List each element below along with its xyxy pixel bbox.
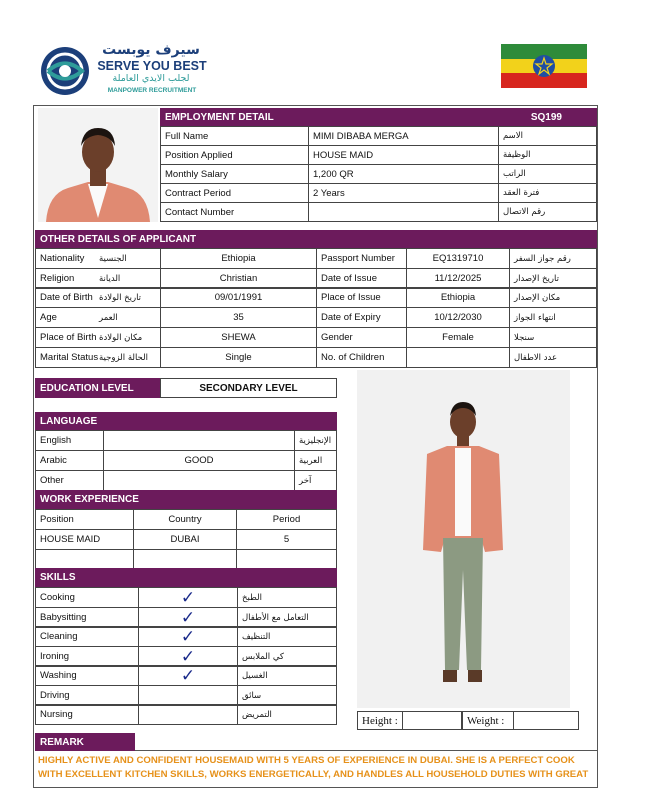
checkmark-icon: ✓ bbox=[180, 666, 196, 685]
employment-detail-header bbox=[160, 108, 597, 126]
language-level: GOOD bbox=[103, 450, 295, 471]
skill-label-arabic: التمريض bbox=[237, 704, 337, 725]
skill-label: Cleaning bbox=[35, 626, 139, 647]
other-left-label: Marital Status bbox=[35, 347, 161, 368]
education-header bbox=[35, 378, 160, 398]
other-right-value bbox=[406, 347, 510, 368]
skill-check-cell bbox=[138, 587, 238, 608]
weight-value bbox=[513, 711, 579, 730]
other-right-label: Place of Issue bbox=[316, 287, 407, 308]
employment-label-arabic: الاسم bbox=[498, 126, 597, 146]
skill-label: Washing bbox=[35, 665, 139, 686]
weight-label: Weight : bbox=[462, 711, 514, 730]
other-right-label-arabic: سنجلا bbox=[509, 327, 597, 348]
other-right-label: Date of Issue bbox=[316, 268, 407, 289]
employment-label-arabic: فترة العقد bbox=[498, 183, 597, 203]
logo-subtext-arabic: لجلب الايدي العاملة bbox=[112, 73, 190, 84]
language-level bbox=[103, 430, 295, 451]
skill-check-cell bbox=[138, 685, 238, 706]
language-label: Other bbox=[35, 470, 104, 491]
language-label: English bbox=[35, 430, 104, 451]
company-logo bbox=[38, 42, 208, 100]
other-right-value: 11/12/2025 bbox=[406, 268, 510, 289]
skill-label-arabic: الطبخ bbox=[237, 587, 337, 608]
skill-check-cell bbox=[138, 704, 238, 725]
applicant-full-body-photo bbox=[357, 370, 570, 708]
skill-label: Cooking bbox=[35, 587, 139, 608]
remark-text-line-1: HIGHLY ACTIVE AND CONFIDENT HOUSEMAID WITH 5 YEARS OF EXPERIENCE IN DUBAI. SHE IS A PERFECT COOK bbox=[38, 755, 575, 766]
other-left-label: Nationality bbox=[35, 248, 161, 269]
other-right-value: 10/12/2030 bbox=[406, 307, 510, 328]
language-label-arabic: الإنجليزية bbox=[294, 430, 337, 451]
other-right-label: Gender bbox=[316, 327, 407, 348]
language-label-arabic: آخر bbox=[294, 470, 337, 491]
language-title: LANGUAGE bbox=[40, 415, 98, 427]
ethiopia-flag-icon bbox=[501, 44, 587, 88]
other-right-label: No. of Children bbox=[316, 347, 407, 368]
other-right-value: EQ1319710 bbox=[406, 248, 510, 269]
logo-text-english: SERVE YOU BEST bbox=[97, 59, 207, 73]
logo-subtext-english: MANPOWER RECRUITMENT bbox=[107, 87, 197, 94]
other-left-label: Religion bbox=[35, 268, 161, 289]
employment-detail-title: EMPLOYMENT DETAIL bbox=[165, 111, 274, 123]
employment-value bbox=[308, 202, 499, 222]
language-label: Arabic bbox=[35, 450, 104, 471]
work-position-cell bbox=[35, 549, 134, 570]
skill-label: Driving bbox=[35, 685, 139, 706]
employment-label: Contact Number bbox=[160, 202, 309, 222]
employment-label-arabic: الوظيفة bbox=[498, 145, 597, 165]
other-left-value: 09/01/1991 bbox=[160, 287, 317, 308]
other-left-value: 35 bbox=[160, 307, 317, 328]
work-experience-title: WORK EXPERIENCE bbox=[40, 494, 139, 505]
language-label-arabic: العربية bbox=[294, 450, 337, 471]
other-right-label-arabic: تاريخ الإصدار bbox=[509, 268, 597, 289]
height-value bbox=[402, 711, 462, 730]
other-right-label-arabic: انتهاء الجواز bbox=[509, 307, 597, 328]
skill-check-cell bbox=[138, 665, 238, 686]
other-left-label: Date of Birth bbox=[35, 287, 161, 308]
other-right-label-arabic: مكان الإصدار bbox=[509, 287, 597, 308]
work-position-cell: HOUSE MAID bbox=[35, 529, 134, 550]
language-header bbox=[35, 412, 337, 430]
employment-label: Contract Period bbox=[160, 183, 309, 203]
employment-label-arabic: الراتب bbox=[498, 164, 597, 184]
remark-text-line-2: WITH EXCELLENT KITCHEN SKILLS, WORKS ENERGETICALLY, AND HANDLES ALL HOUSEHOLD DUTIES WITH GREAT bbox=[38, 769, 589, 780]
employment-label-arabic: رقم الاتصال bbox=[498, 202, 597, 222]
other-left-value: Christian bbox=[160, 268, 317, 289]
skills-header bbox=[35, 568, 337, 587]
remark-title: REMARK bbox=[40, 736, 84, 748]
remark-divider bbox=[135, 750, 598, 751]
skill-check-cell bbox=[138, 646, 238, 667]
skill-check-cell bbox=[138, 607, 238, 628]
other-right-value: Ethiopia bbox=[406, 287, 510, 308]
other-details-title: OTHER DETAILS OF APPLICANT bbox=[40, 233, 197, 245]
other-left-label-arabic: تاريخ الولادة bbox=[95, 287, 161, 308]
work-country-cell bbox=[133, 549, 237, 570]
employment-label: Monthly Salary bbox=[160, 164, 309, 184]
other-left-label-arabic: الجنسية bbox=[95, 248, 161, 269]
skill-label-arabic: التعامل مع الأطفال bbox=[237, 607, 337, 628]
skill-label-arabic: سائق bbox=[237, 685, 337, 706]
other-left-label-arabic: الحالة الزوجية bbox=[95, 347, 161, 368]
other-right-label-arabic: رقم جواز السفر bbox=[509, 248, 597, 269]
employment-value: MIMI DIBABA MERGA bbox=[308, 126, 499, 146]
other-left-label-arabic: الديانة bbox=[95, 268, 161, 289]
work-experience-header bbox=[35, 490, 337, 509]
other-left-value: SHEWA bbox=[160, 327, 317, 348]
other-right-label: Date of Expiry bbox=[316, 307, 407, 328]
employment-label: Full Name bbox=[160, 126, 309, 146]
work-column-header: Period bbox=[236, 509, 337, 530]
other-left-label: Place of Birth bbox=[35, 327, 161, 348]
checkmark-icon: ✓ bbox=[180, 608, 196, 627]
work-period-cell bbox=[236, 549, 337, 570]
other-left-label-arabic: مكان الولادة bbox=[95, 327, 161, 348]
logo-text-arabic: سيرف يوبست bbox=[102, 42, 200, 58]
other-left-label: Age bbox=[35, 307, 161, 328]
employment-label: Position Applied bbox=[160, 145, 309, 165]
other-right-value: Female bbox=[406, 327, 510, 348]
applicant-portrait-photo bbox=[38, 108, 158, 222]
other-right-label-arabic: عدد الاطفال bbox=[509, 347, 597, 368]
employment-value: HOUSE MAID bbox=[308, 145, 499, 165]
other-right-label: Passport Number bbox=[316, 248, 407, 269]
other-details-header bbox=[35, 230, 597, 248]
work-country-cell: DUBAI bbox=[133, 529, 237, 550]
reference-number: SQ199 bbox=[530, 111, 562, 123]
remark-header bbox=[35, 733, 135, 751]
skill-label-arabic: كي الملابس bbox=[237, 646, 337, 667]
skill-label-arabic: الغسيل bbox=[237, 665, 337, 686]
other-left-value: Ethiopia bbox=[160, 248, 317, 269]
other-left-label-arabic: العمر bbox=[95, 307, 161, 328]
other-left-value: Single bbox=[160, 347, 317, 368]
skills-title: SKILLS bbox=[40, 572, 76, 583]
employment-value: 2 Years bbox=[308, 183, 499, 203]
checkmark-icon: ✓ bbox=[180, 588, 196, 607]
skill-label: Nursing bbox=[35, 704, 139, 725]
globe-logo-icon bbox=[38, 44, 92, 98]
employment-value: 1,200 QR bbox=[308, 164, 499, 184]
checkmark-icon: ✓ bbox=[180, 627, 196, 646]
checkmark-icon: ✓ bbox=[180, 647, 196, 666]
work-column-header: Country bbox=[133, 509, 237, 530]
work-column-header: Position bbox=[35, 509, 134, 530]
skill-label-arabic: التنظيف bbox=[237, 626, 337, 647]
skill-label: Ironing bbox=[35, 646, 139, 667]
education-title: EDUCATION LEVEL bbox=[40, 382, 134, 394]
skill-label: Babysitting bbox=[35, 607, 139, 628]
skill-check-cell bbox=[138, 626, 238, 647]
height-label: Height : bbox=[357, 711, 403, 730]
work-period-cell: 5 bbox=[236, 529, 337, 550]
language-level bbox=[103, 470, 295, 491]
education-level-value: SECONDARY LEVEL bbox=[160, 378, 337, 398]
